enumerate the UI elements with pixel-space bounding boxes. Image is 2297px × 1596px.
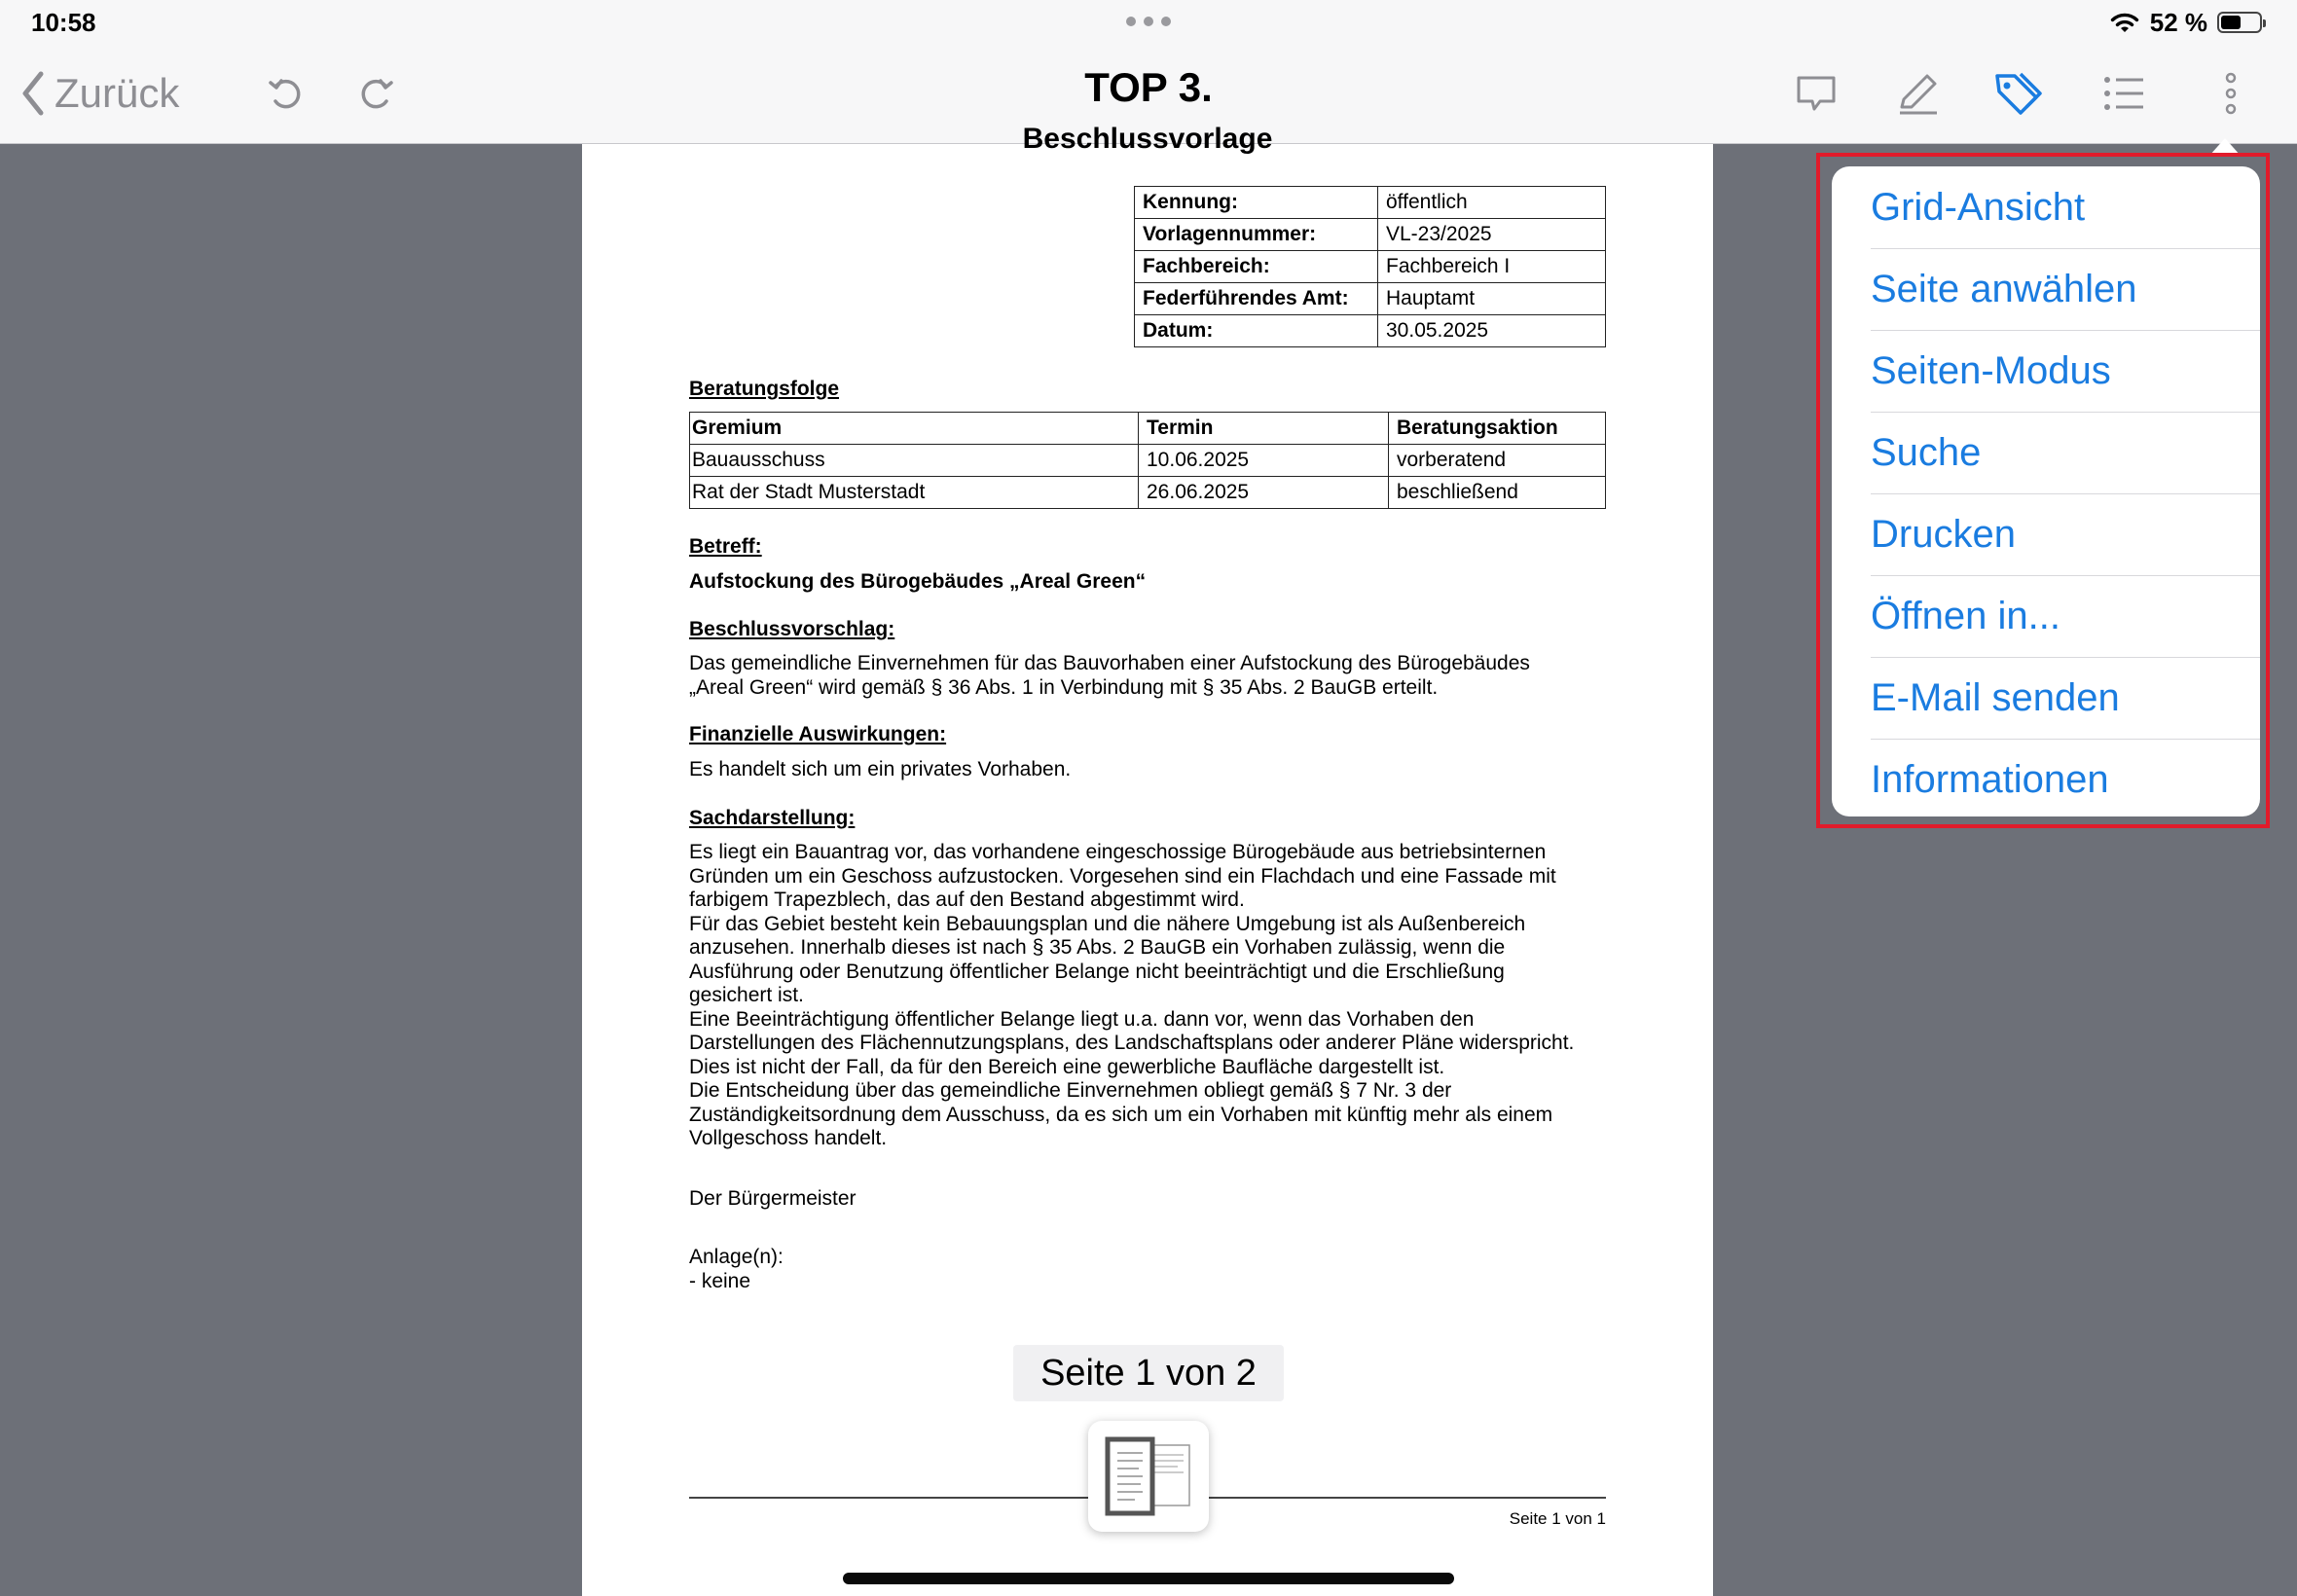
betreff-heading: Betreff:: [689, 535, 762, 558]
beratungsfolge-column-header: Termin: [1139, 413, 1389, 445]
beratungsfolge-column-header: Gremium: [690, 413, 1139, 445]
text-line: gesichert ist.: [689, 984, 804, 1006]
page-indicator: Seite 1 von 2: [1013, 1345, 1284, 1401]
text-line: Das gemeindliche Einvernehmen für das Bauvorhaben einer Aufstockung des Bürogebäudes: [689, 652, 1530, 674]
tag-icon[interactable]: [1991, 66, 2046, 121]
menu-item-e-mail-senden[interactable]: E-Mail senden: [1871, 675, 2120, 719]
multitasking-dots-icon[interactable]: [1126, 17, 1171, 26]
signature: Der Bürgermeister: [689, 1187, 857, 1210]
info-table-row: [1135, 187, 1606, 219]
finanzielle-heading: Finanzielle Auswirkungen:: [689, 723, 947, 745]
text-line: anzusehen. Innerhalb dieses ist nach § 35 Abs. 2 BauGB ein Vorhaben zulässig, wenn die: [689, 936, 1506, 959]
beratungsfolge-heading: Beratungsfolge: [689, 378, 840, 400]
text-line: Gründen um ein Geschoss aufzustocken. Vorgesehen sind ein Flachdach und eine Fassade mit: [689, 864, 1556, 888]
footer-page-number: Seite 1 von 1: [1509, 1509, 1606, 1528]
info-key: Kennung:: [1135, 187, 1378, 219]
info-table-row: [1135, 219, 1606, 251]
status-right: [2109, 6, 2262, 39]
chevron-left-icon: [21, 70, 45, 117]
text-line: Dies ist nicht der Fall, da für den Bereich eine gewerbliche Baufläche dargestellt ist.: [689, 1055, 1445, 1078]
comment-icon[interactable]: [1789, 66, 1843, 121]
text-line: Zuständigkeitsordnung dem Ausschuss, da es sich um ein Vorhaben mit künftig mehr als einem: [689, 1103, 1553, 1126]
beschlussvorschlag-text: [689, 652, 1614, 700]
table-cell: Rat der Stadt Musterstadt: [690, 477, 1139, 509]
info-table-row: [1135, 283, 1606, 315]
info-value: Fachbereich I: [1378, 251, 1606, 283]
info-key: Datum:: [1135, 315, 1378, 347]
page-thumbnail-icon: [1104, 1437, 1193, 1515]
battery-percent: 52 %: [2149, 7, 2207, 37]
info-key: Federführendes Amt:: [1135, 283, 1378, 315]
info-value: VL-23/2025: [1378, 219, 1606, 251]
info-key: Vorlagennummer:: [1135, 219, 1378, 251]
text-line: Darstellungen des Flächennutzungsplans, des Landschaftsplans oder anderer Pläne widerspricht.: [689, 1032, 1575, 1054]
table-row: [690, 477, 1606, 509]
pencil-icon[interactable]: [1890, 66, 1945, 121]
anlagen-label: Anlage(n):: [689, 1246, 784, 1268]
sachdarstellung-text: [689, 841, 1614, 1151]
status-time: 10:58: [31, 8, 96, 37]
betreff-text: Aufstockung des Bürogebäudes „Areal Green“: [689, 570, 1147, 593]
menu-item-drucken[interactable]: Drucken: [1871, 512, 2016, 556]
menu-item-seiten-modus[interactable]: Seiten-Modus: [1871, 348, 2111, 392]
more-vertical-icon[interactable]: [2204, 66, 2258, 121]
menu-item-informationen[interactable]: Informationen: [1871, 757, 2109, 801]
battery-icon: [2217, 12, 2262, 33]
menu-item-seite-anwählen[interactable]: Seite anwählen: [1871, 267, 2137, 310]
menu-item-suche[interactable]: Suche: [1871, 430, 1982, 474]
document-title: Beschlussvorlage: [1022, 123, 1273, 155]
undo-icon[interactable]: [259, 66, 313, 121]
info-table-row: [1135, 251, 1606, 283]
table-cell: Bauausschuss: [690, 445, 1139, 477]
text-line: Die Entscheidung über das gemeindliche Einvernehmen obliegt gemäß § 7 Nr. 3 der: [689, 1079, 1452, 1102]
info-table-row: [1135, 315, 1606, 347]
beschlussvorschlag-heading: Beschlussvorschlag:: [689, 618, 895, 640]
beratungsfolge-column-header: Beratungsaktion: [1389, 413, 1606, 445]
popover-caret: [2209, 138, 2241, 156]
table-cell: vorberatend: [1389, 445, 1606, 477]
text-line: Eine Beeinträchtigung öffentlicher Belange liegt u.a. dann vor, wenn das Vorhaben den: [689, 1007, 1475, 1031]
redo-icon[interactable]: [348, 66, 403, 121]
table-row: [690, 445, 1606, 477]
menu-item-öffnen-in[interactable]: Öffnen in...: [1871, 594, 2060, 637]
wifi-icon: [2109, 11, 2140, 34]
page-title: TOP 3.: [1084, 64, 1213, 110]
more-options-menu: [1832, 166, 2260, 816]
info-value: Hauptamt: [1378, 283, 1606, 315]
anlagen-value: - keine: [689, 1270, 751, 1292]
finanzielle-text: Es handelt sich um ein privates Vorhaben.: [689, 758, 1072, 780]
page-thumbnail-button[interactable]: [1088, 1421, 1209, 1532]
info-value: 30.05.2025: [1378, 315, 1606, 347]
text-line: Es liegt ein Bauantrag vor, das vorhandene eingeschossige Bürogebäude aus betriebsinternen: [689, 841, 1547, 863]
back-label: Zurück: [55, 70, 180, 116]
text-line: Für das Gebiet besteht kein Bebauungsplan und die nähere Umgebung ist als Außenbereich: [689, 912, 1526, 935]
table-cell: 26.06.2025: [1139, 477, 1389, 509]
back-button[interactable]: [21, 62, 179, 125]
beratungsfolge-table: [689, 412, 1606, 509]
info-table: [1134, 186, 1606, 347]
list-icon[interactable]: [2096, 66, 2151, 121]
info-key: Fachbereich:: [1135, 251, 1378, 283]
text-line: farbigem Trapezblech, das auf den Bestand abgestimmt wird.: [689, 889, 1245, 911]
home-indicator[interactable]: [843, 1573, 1454, 1584]
text-line: Vollgeschoss handelt.: [689, 1127, 888, 1149]
table-cell: 10.06.2025: [1139, 445, 1389, 477]
info-value: öffentlich: [1378, 187, 1606, 219]
sachdarstellung-heading: Sachdarstellung:: [689, 807, 856, 829]
text-line: „Areal Green“ wird gemäß § 36 Abs. 1 in Verbindung mit § 35 Abs. 2 BauGB erteilt.: [689, 675, 1439, 699]
table-cell: beschließend: [1389, 477, 1606, 509]
text-line: Ausführung oder Benutzung öffentlicher Belange nicht beeinträchtigt und die Erschließung: [689, 960, 1505, 983]
menu-item-grid-ansicht[interactable]: Grid-Ansicht: [1871, 185, 2086, 229]
